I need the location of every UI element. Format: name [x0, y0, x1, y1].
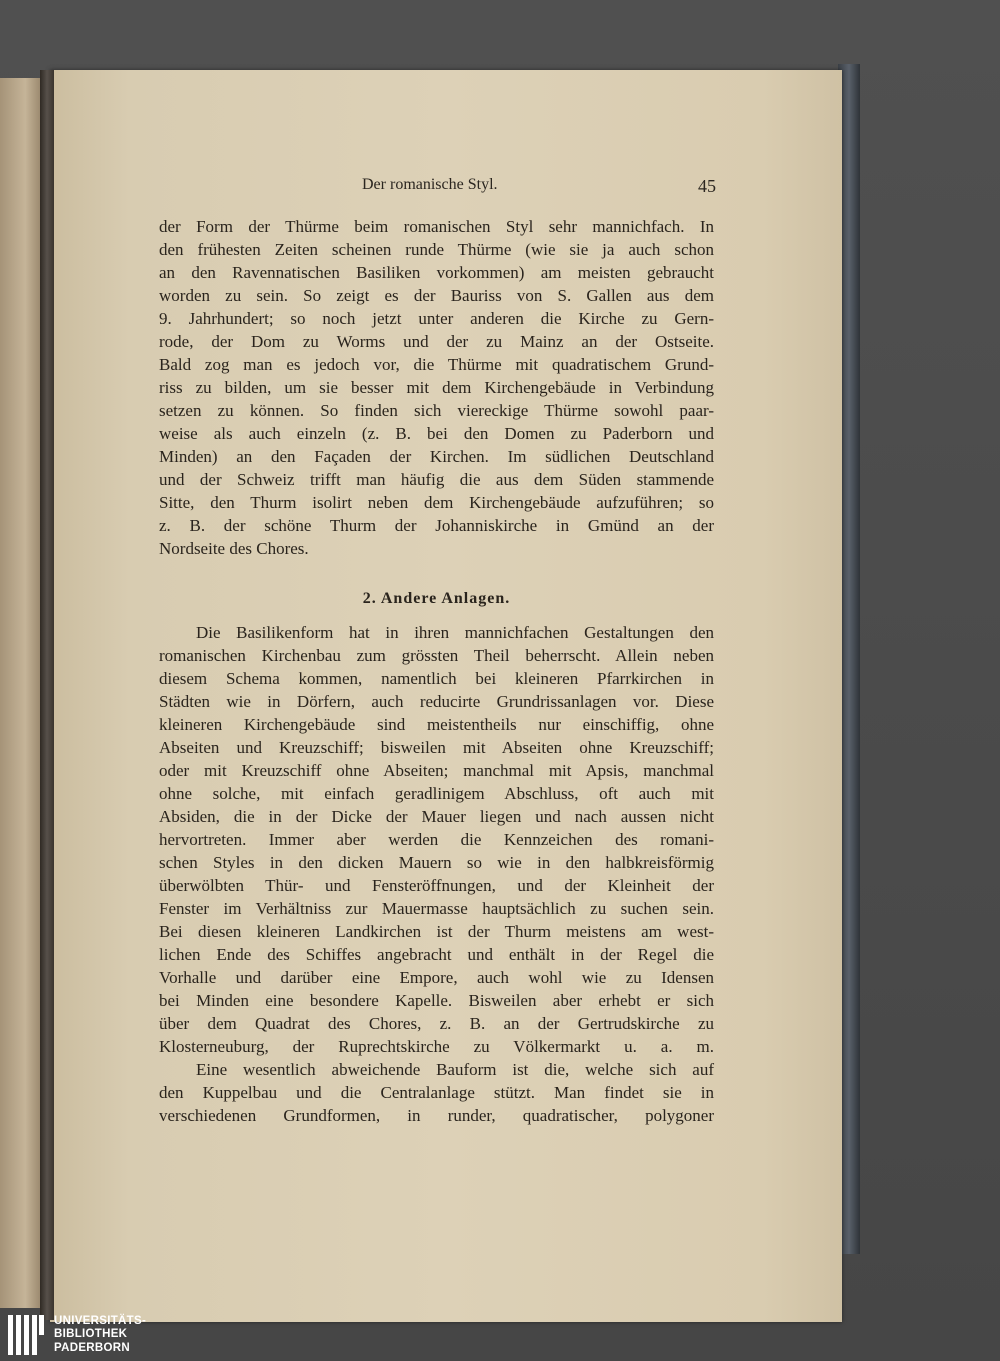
- text-line: romanischen Kirchenbau zum grössten Theil beherrscht. Allein neben: [159, 646, 714, 665]
- text-line: setzen zu können. So finden sich viereckige Thürme sowohl paar-: [159, 401, 714, 420]
- text-line: diesem Schema kommen, namentlich bei kleineren Pfarrkirchen in: [159, 669, 714, 688]
- text-line: über dem Quadrat des Chores, z. B. an der Gertrudskirche zu: [159, 1014, 714, 1033]
- text-line: hervortreten. Immer aber werden die Kennzeichen des romani-: [159, 830, 714, 849]
- text-line: Minden) an den Façaden der Kirchen. Im südlichen Deutschland: [159, 447, 714, 466]
- text-line: überwölbten Thür- und Fensteröffnungen, und der Kleinheit der: [159, 876, 714, 895]
- text-line: Nordseite des Chores.: [159, 539, 309, 558]
- text-line: Sitte, den Thurm isolirt neben dem Kirchengebäude aufzuführen; so: [159, 493, 714, 512]
- text-line: Bald zog man es jedoch vor, die Thürme mit quadratischem Grund-: [159, 355, 714, 374]
- text-line: Absiden, die in der Dicke der Mauer liegen und nach aussen nicht: [159, 807, 714, 826]
- text-line: Bei diesen kleineren Landkirchen ist der Thurm meistens am west-: [159, 922, 714, 941]
- text-line: den frühesten Zeiten scheinen runde Thürme (wie sie ja auch schon: [159, 240, 714, 259]
- text-line: Vorhalle und darüber eine Empore, auch wohl wie zu Idensen: [159, 968, 714, 987]
- text-line: den Kuppelbau und die Centralanlage stützt. Man findet sie in: [159, 1083, 714, 1102]
- text-line: Fenster im Verhältniss zur Mauermasse hauptsächlich zu suchen sein.: [159, 899, 714, 918]
- library-logo-icon: [6, 1313, 46, 1357]
- logo-line-1: UNIVERSITÄTS-: [54, 1314, 147, 1327]
- text-line: an den Ravennatischen Basiliken vorkommen) am meisten gebraucht: [159, 263, 714, 282]
- library-logo: [6, 1312, 146, 1358]
- text-line: der Form der Thürme beim romanischen Styl sehr mannichfach. In: [159, 217, 714, 236]
- running-title: Der romanische Styl.: [362, 176, 498, 193]
- text-line: bei Minden eine besondere Kapelle. Bisweilen aber erhebt er sich: [159, 991, 714, 1010]
- text-line: schen Styles in den dicken Mauern so wie in den halbkreisförmig: [159, 853, 714, 872]
- text-line: Die Basilikenform hat in ihren mannichfachen Gestaltungen den: [196, 623, 714, 642]
- text-line: riss zu bilden, um sie besser mit dem Kirchengebäude in Verbindung: [159, 378, 714, 397]
- text-line: z. B. der schöne Thurm der Johanniskirche in Gmünd an der: [159, 516, 714, 535]
- text-line: weise als auch einzeln (z. B. bei den Domen zu Paderborn und: [159, 424, 714, 443]
- text-line: kleineren Kirchengebäude sind meistentheils nur einschiffig, ohne: [159, 715, 714, 734]
- logo-line-3: PADERBORN: [54, 1341, 130, 1354]
- logo-line-2: BIBLIOTHEK: [54, 1328, 128, 1341]
- text-line: worden zu sein. So zeigt es der Bauriss von S. Gallen aus dem: [159, 286, 714, 305]
- text-line: Städten wie in Dörfern, auch reducirte Grundrissanlagen vor. Diese: [159, 692, 714, 711]
- text-line: Abseiten und Kreuzschiff; bisweilen mit Abseiten ohne Kreuzschiff;: [159, 738, 714, 757]
- text-line: verschiedenen Grundformen, in runder, quadratischer, polygoner: [159, 1106, 714, 1125]
- section-heading: 2. Andere Anlagen.: [362, 590, 511, 607]
- text-line: oder mit Kreuzschiff ohne Abseiten; manchmal mit Apsis, manchmal: [159, 761, 714, 780]
- text-line: Klosterneuburg, der Ruprechtskirche zu Völkermarkt u. a. m.: [159, 1037, 714, 1056]
- page-number: 45: [698, 176, 716, 196]
- text-line: rode, der Dom zu Worms und der zu Mainz an der Ostseite.: [159, 332, 714, 351]
- text-line: Eine wesentlich abweichende Bauform ist die, welche sich auf: [196, 1060, 714, 1079]
- text-line: 9. Jahrhundert; so noch jetzt unter anderen die Kirche zu Gern-: [159, 309, 714, 328]
- text-line: ohne solche, mit einfach geradlinigem Abschluss, oft auch mit: [159, 784, 714, 803]
- book-gutter: [40, 70, 54, 1320]
- text-line: lichen Ende des Schiffes angebracht und enthält in der Regel die: [159, 945, 714, 964]
- text-line: und der Schweiz trifft man häufig die aus dem Süden stammende: [159, 470, 714, 489]
